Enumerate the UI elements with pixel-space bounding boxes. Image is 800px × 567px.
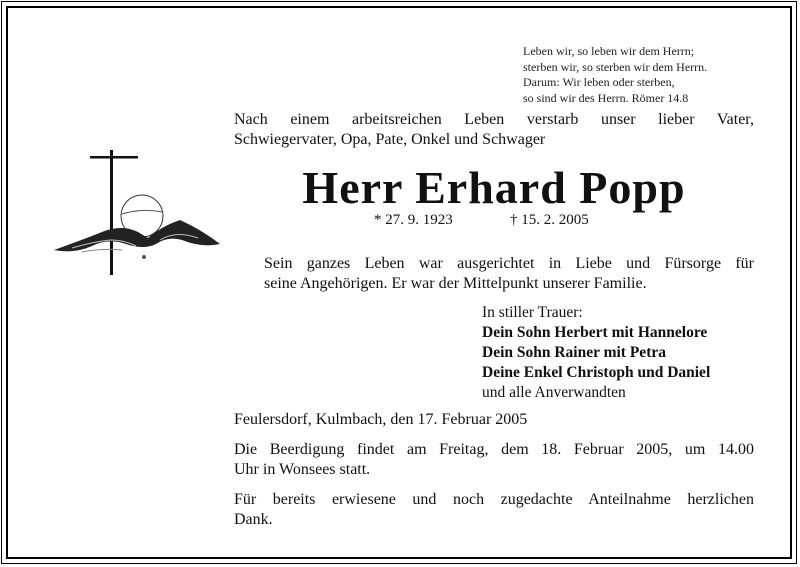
- thanks-line: Dank.: [234, 511, 273, 528]
- death-date: † 15. 2. 2005: [510, 212, 589, 228]
- life-tribute: [264, 254, 754, 294]
- intro-text: [234, 110, 754, 150]
- mourner-name: Dein Sohn Rainer mit Petra: [482, 344, 666, 361]
- bible-verse: [523, 44, 753, 106]
- thanks-note: [234, 490, 754, 530]
- mourners-block: [482, 303, 762, 403]
- verse-line: so sind wir des Herrn. Römer 14.8: [523, 90, 689, 105]
- thanks-line: Für bereits erwiesene und noch zugedachte Anteilnahme herzlichen: [234, 491, 754, 508]
- tribute-line: seine Angehörigen. Er war der Mittelpunkt unserer Familie.: [264, 275, 647, 292]
- mourners-heading: In stiller Trauer:: [482, 304, 583, 321]
- verse-line: Darum: Wir leben oder sterben,: [523, 75, 675, 89]
- cross-sun-mountains-icon: [52, 150, 222, 275]
- deceased-name: Herr Erhard Popp: [302, 162, 686, 213]
- funeral-notice: [234, 440, 754, 480]
- intro-line: Schwiegervater, Opa, Pate, Onkel und Schwager: [234, 131, 546, 148]
- mourner-name: Deine Enkel Christoph und Daniel: [482, 364, 711, 381]
- intro-line: Nach einem arbeitsreichen Leben verstarb unser lieber Vater,: [234, 111, 754, 128]
- verse-line: sterben wir, so sterben wir dem Herrn.: [523, 59, 708, 74]
- funeral-line: Die Beerdigung findet am Freitag, dem 18. Februar 2005, um 14.00: [234, 441, 754, 458]
- birth-date: * 27. 9. 1923: [374, 212, 453, 228]
- mourner-name: Dein Sohn Herbert mit Hannelore: [482, 324, 708, 341]
- verse-line: Leben wir, so leben wir dem Herrn;: [523, 44, 695, 58]
- funeral-line: Uhr in Wonsees statt.: [234, 461, 371, 478]
- mourners-closing: und alle Anverwandten: [482, 384, 626, 401]
- tribute-line: Sein ganzes Leben war ausgerichtet in Liebe und Fürsorge für: [264, 255, 754, 272]
- place-date: Feulersdorf, Kulmbach, den 17. Februar 2005: [234, 411, 528, 428]
